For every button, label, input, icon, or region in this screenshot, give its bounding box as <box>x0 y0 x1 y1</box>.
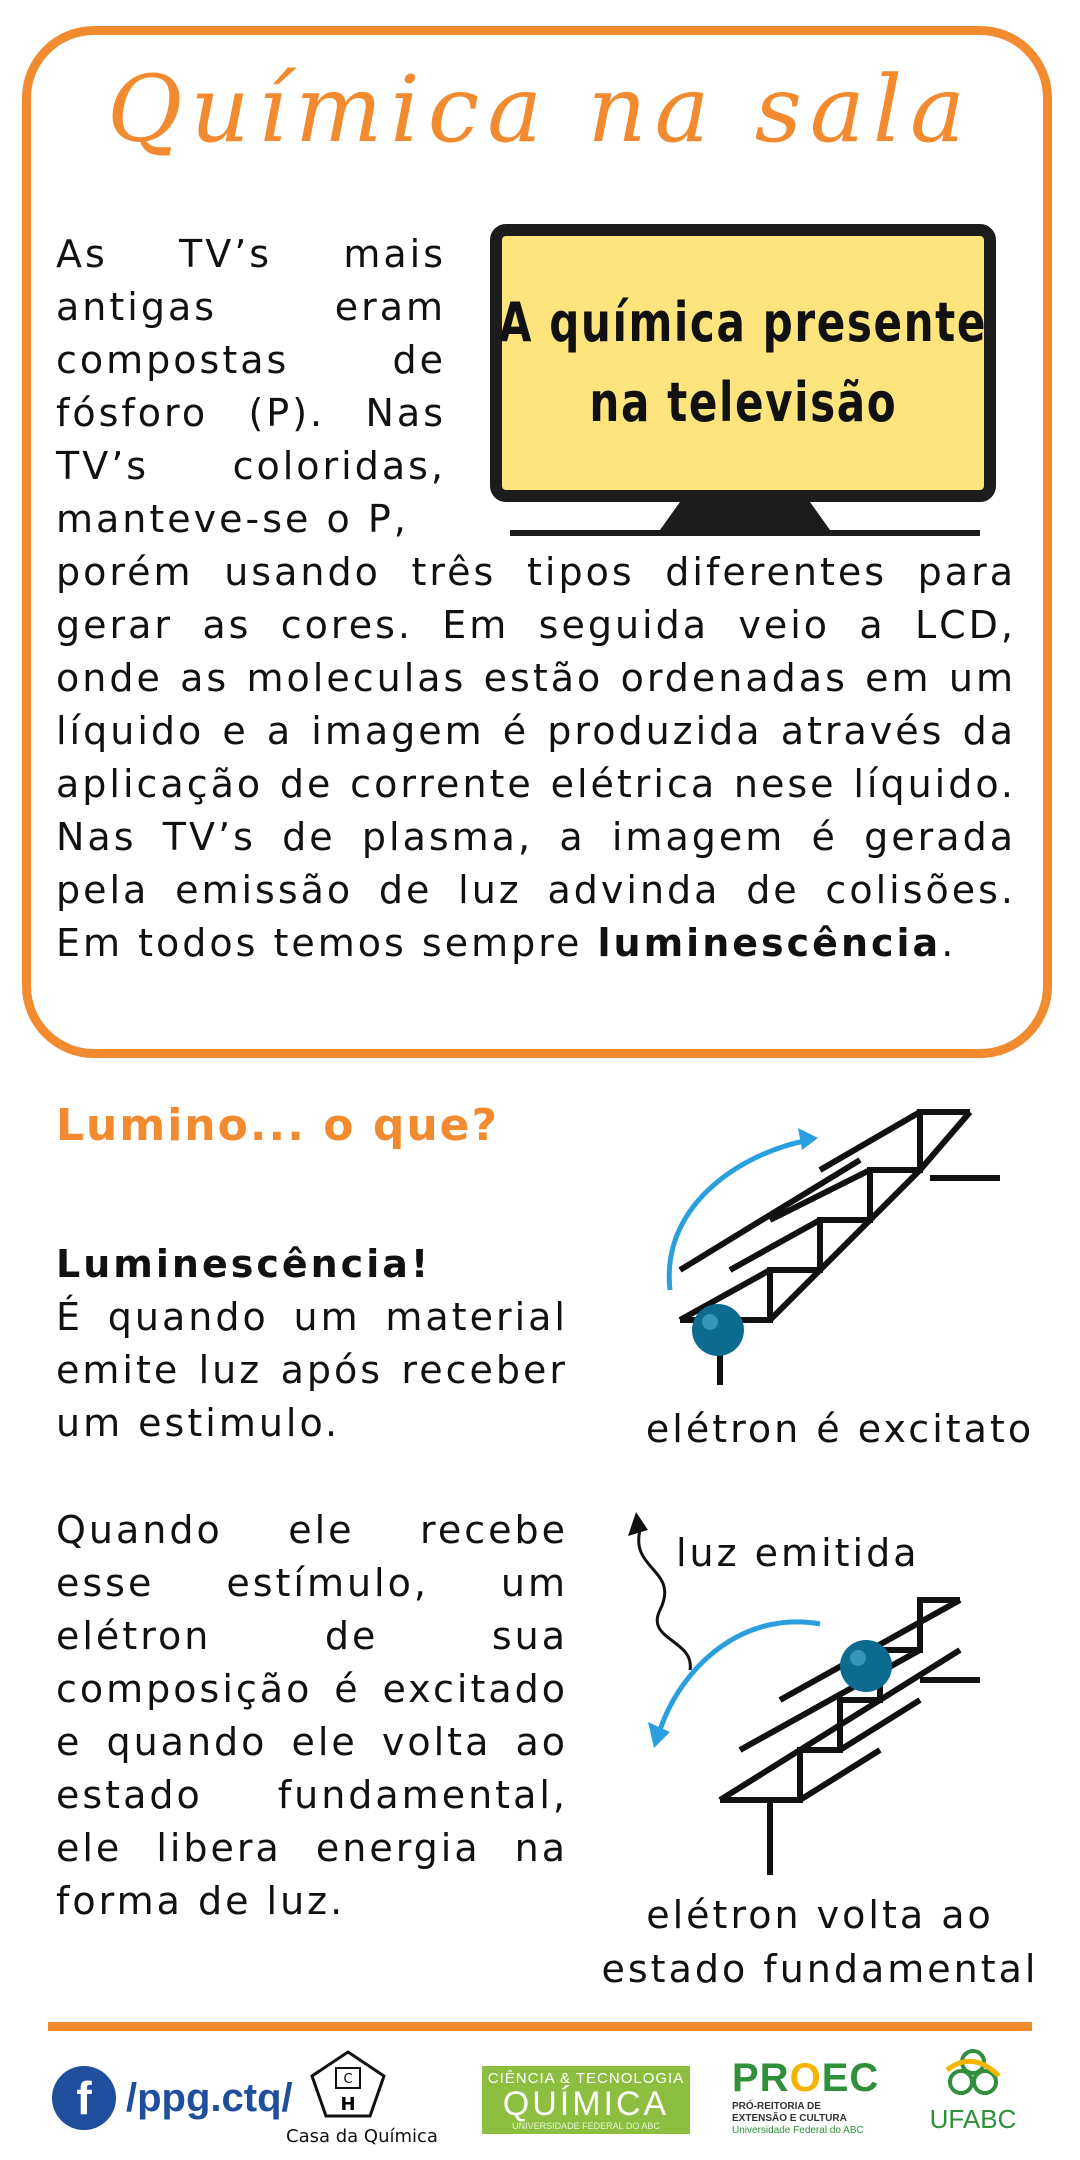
electron-icon <box>840 1640 892 1692</box>
ctq-line-2: QUÍMICA <box>502 2085 670 2123</box>
facebook-icon: f <box>52 2066 116 2130</box>
tv-stand-icon <box>510 502 980 542</box>
tv-headline-line-1: A química presente <box>498 291 988 354</box>
svg-text:H: H <box>340 2094 356 2115</box>
casa-da-quimica-text: Casa da Química <box>286 2126 438 2147</box>
proec-wordmark: PROEC <box>732 2056 880 2100</box>
return-caption-line-1: elétron volta ao <box>646 1893 994 1937</box>
intro-text-body: porém usando três tipos diferentes para gerar as cores. Em seguida veio a LCD, onde as moleculas estão ordenadas em um líquido e a imagem é produzida através da aplicação de corrente elétrica nese líquido. Nas TV’s de plasma, a imagem é gerada pela emissão de luz advinda de colisões. Em todos temos sempre <box>56 550 1016 965</box>
page-title: Química na sala <box>106 56 974 163</box>
tv-illustration <box>490 224 996 502</box>
emitted-light-label: luz emitida <box>676 1531 920 1575</box>
ufabc-text: UFABC <box>929 2104 1017 2134</box>
facebook-handle: /ppg.ctq/ <box>126 2075 293 2120</box>
ufabc-symbol-icon <box>941 2046 1005 2100</box>
proec-sub-1: PRÓ-REITORIA DE <box>732 2101 821 2112</box>
svg-text:C: C <box>343 2072 353 2087</box>
facebook-link[interactable] <box>52 2066 293 2130</box>
return-caption-line-2: estado fundamental <box>601 1947 1039 1991</box>
definition-text: É quando um material emite luz após receber um estimulo. <box>56 1295 568 1445</box>
footer <box>0 2040 1080 2160</box>
electron-icon <box>692 1304 744 1356</box>
proec-logo <box>732 2056 882 2136</box>
excited-caption: elétron é excitato <box>645 1407 1035 1451</box>
return-caption <box>570 1888 1070 1996</box>
proec-sub-2: EXTENSÃO E CULTURA <box>732 2113 847 2124</box>
ufabc-logo <box>918 2046 1028 2135</box>
ctq-line-3: UNIVERSIDADE FEDERAL DO ABC <box>512 2121 660 2131</box>
tv-headline-line-2: na televisão <box>589 371 897 434</box>
pentagon-logo-icon <box>308 2048 388 2120</box>
definition-title: Luminescência! <box>56 1242 432 1286</box>
casa-da-quimica-logo <box>286 2048 438 2147</box>
electron-excited-diagram <box>640 1090 1020 1390</box>
intro-bold-word: luminescência <box>597 921 942 965</box>
explanation-text: Quando ele recebe esse estímulo, um elétron de sua composição é excitado e quando ele volta ao estado fundamental, ele libera energia na forma de luz. <box>56 1508 568 1923</box>
definition-block <box>56 1238 568 1450</box>
footer-divider <box>48 2022 1032 2031</box>
intro-text-wide <box>56 546 1016 970</box>
intro-text-narrow: As TV’s mais antigas eram compostas de fósforo (P). Nas TV’s coloridas, manteve-se o P, <box>56 232 446 541</box>
return-arrow-icon <box>660 1622 820 1730</box>
section-heading: Lumino... o que? <box>56 1100 500 1151</box>
intro-end-punct: . <box>941 921 957 965</box>
ctq-line-1: CIÊNCIA & TECNOLOGIA <box>487 2070 685 2087</box>
tv-screen <box>490 224 996 502</box>
proec-sub-3: Universidade Federal do ABC <box>732 2125 864 2136</box>
ctq-logo <box>482 2066 690 2134</box>
